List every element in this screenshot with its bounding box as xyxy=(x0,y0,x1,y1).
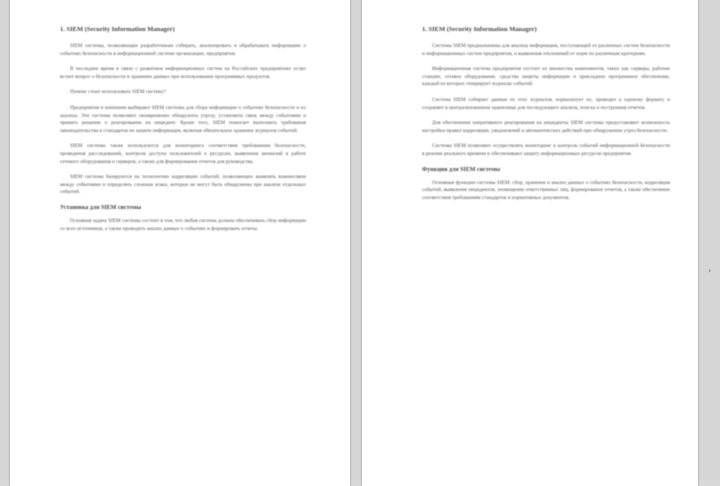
paragraph: Для обеспечения оперативного реагирования на инциденты SIEM системы предоставляют возможность настройки правил корреляции, уведомлений и автоматических действий при обнаружении угроз безопасности. xyxy=(422,120,670,134)
paragraph: SIEM системы, позволяющие разработчикам собирать, анализировать и обрабатывать информацию о событиях безопасности в информационной системе организации, предприятия. xyxy=(60,43,306,57)
paragraph: Информационная система предприятия состоит из множества компонентов, таких как серверы, рабочие станции, сетевое оборудование, средства защиты информации и прикладное программное обеспечение, каждый из которых генерирует журналы событий. xyxy=(422,66,670,88)
page-heading: 1. SIEM (Security Information Manager) xyxy=(422,26,537,33)
page-heading: 1. SIEM (Security Information Manager) xyxy=(60,26,175,33)
paragraph: Основная задача SIEM системы состоит в том, что любая система должна обеспечивать сбор информации со всех источников, а также проводить анализ данных о событиях и формировать отчеты. xyxy=(60,217,306,232)
section-subheading: Функции для SIEM системы xyxy=(422,166,501,173)
paragraph: Система SIEM собирает данные из этих журналов, нормализует их, приводит к единому формату и сохраняет в централизованном хранилище для последующего анализа, поиска и построения отчетов. xyxy=(422,96,670,111)
next-page-arrow-icon[interactable]: › xyxy=(708,266,712,275)
paragraph: SIEM системы базируются на технологиях корреляции событий, позволяющих выявлять взаимосвязи между событиями и определять сложные атаки, которые не могут быть обнаружены при анализе отдельных событий. xyxy=(60,174,306,196)
paragraph: В последнее время в связи с развитием информационных систем на Российских предприятиях остро встает вопрос о безопасности и хранении данных при использовании программных продуктов. xyxy=(60,66,306,80)
section-subheading: Установка для SIEM системы xyxy=(60,204,142,211)
paragraph: Предприятия и компании выбирают SIEM системы для сбора информации о событиях безопасности и их анализа. Эти системы позволяют своевременно обнаружить угрозу, установить связь между событиями и принять решение о реагировании на инцидент. Кроме того, SIEM помогает выполнить требования законодательства и стандартов по защите информации, включая обязательное хранение журналов событий. xyxy=(60,104,306,134)
paragraph: Системы SIEM позволяют осуществлять мониторинг и контроль событий информационной безопасности в режиме реального времени и обеспечивают защиту информационных ресурсов предприятия. xyxy=(422,143,670,157)
paragraph: Основные функции системы SIEM: сбор, хранение и анализ данных о событиях безопасности, корреляция событий, выявление инцидентов, оповещение ответственных лиц, формирование отчетов, а также обеспечение соответствия требованиям стандартов и нормативных документов. xyxy=(422,179,670,201)
document-page-left xyxy=(10,0,350,486)
paragraph: SIEM системы также используются для мониторинга соответствия требованиям безопасности, проведения расследований, контроля доступа пользователей к ресурсам, выявления аномалий в работе сетевого оборудования и серверов, а также для формирования отчетов для руководства. xyxy=(60,143,306,165)
page-content xyxy=(60,26,306,241)
page-content xyxy=(422,26,670,210)
document-page-right xyxy=(362,0,698,486)
paragraph: Почему стоит использовать SIEM систему? xyxy=(70,89,166,96)
paragraph: Системы SIEM предназначены для анализа информации, поступающей от различных систем безопасности и информационных систем предприятия, и выявления отклонений от норм по различным критериям. xyxy=(422,43,670,57)
